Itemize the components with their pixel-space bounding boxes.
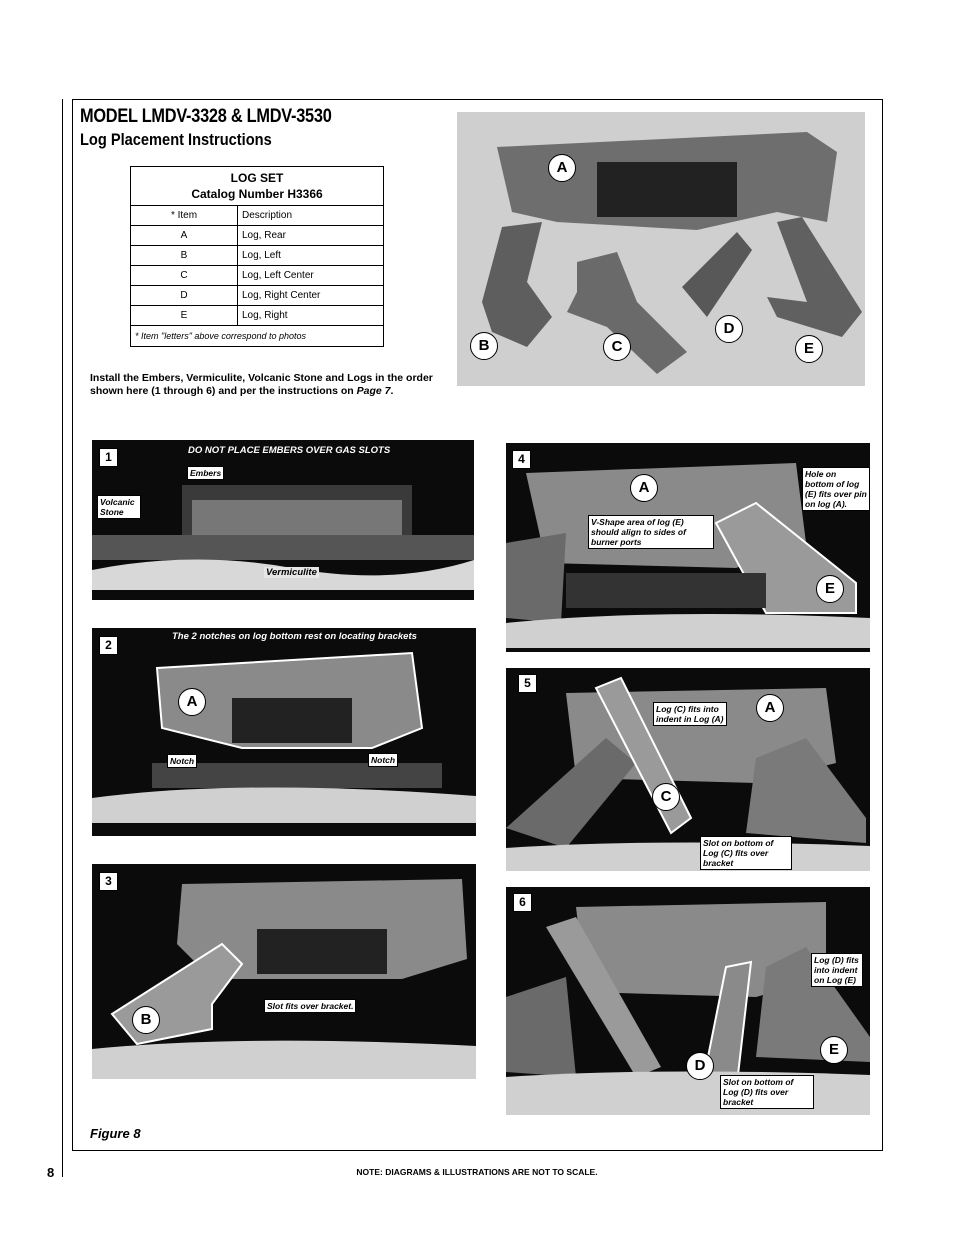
installation-instructions <box>90 372 450 398</box>
step-number-5: 5 <box>518 674 537 693</box>
step-1-caption: DO NOT PLACE EMBERS OVER GAS SLOTS <box>188 445 391 456</box>
column-header-item: * Item <box>131 206 238 226</box>
step-2-photo <box>92 628 476 836</box>
step-3-photo <box>92 864 476 1079</box>
step-3-illustration <box>92 864 476 1079</box>
step-6-photo <box>506 887 870 1115</box>
item-description: Log, Right <box>238 306 384 326</box>
item-description: Log, Left <box>238 246 384 266</box>
embers-label: Embers <box>187 466 224 480</box>
item-description: Log, Right Center <box>238 286 384 306</box>
indent-label: Log (C) fits into indent in Log (A) <box>653 702 727 726</box>
log-set-table <box>130 166 384 347</box>
item-letter: C <box>131 266 238 286</box>
page-number: 8 <box>47 1165 55 1180</box>
step-5-illustration <box>506 668 870 871</box>
catalog-number: Catalog Number H3366 <box>191 187 323 201</box>
step-6-illustration <box>506 887 870 1115</box>
letter-c-marker: C <box>603 333 631 361</box>
instructions-text: Install the Embers, Vermiculite, Volcanic Stone and Logs in the order shown here (1 through 6) and per the instructions on <box>90 372 433 397</box>
step-number-6: 6 <box>513 893 532 912</box>
page-subtitle: Log Placement Instructions <box>80 130 272 149</box>
step-2-illustration <box>92 628 476 836</box>
letter-e-marker: E <box>816 575 844 603</box>
letter-c-marker: C <box>652 783 680 811</box>
hole-pin-label: Hole on bottom of log (E) fits over pin on log (A). <box>802 467 870 511</box>
log-set-heading: LOG SET <box>230 171 284 185</box>
notch-right-label: Notch <box>368 753 398 767</box>
table-row <box>131 266 384 286</box>
item-letter: D <box>131 286 238 306</box>
item-description: Log, Left Center <box>238 266 384 286</box>
step-number-4: 4 <box>512 450 531 469</box>
letter-b-marker: B <box>470 332 498 360</box>
step-number-3: 3 <box>99 872 118 891</box>
instructions-end: . <box>390 385 394 397</box>
table-footnote: * Item "letters" above correspond to photos <box>131 326 384 347</box>
v-shape-label: V-Shape area of log (E) should align to sides of burner ports <box>588 515 714 549</box>
letter-e-marker: E <box>795 335 823 363</box>
table-row <box>131 286 384 306</box>
figure-caption: Figure 8 <box>90 1126 141 1141</box>
letter-a-marker: A <box>756 694 784 722</box>
step-5-photo <box>506 668 870 871</box>
step-number-2: 2 <box>99 636 118 655</box>
item-description: Log, Rear <box>238 226 384 246</box>
letter-a-marker: A <box>548 154 576 182</box>
letter-a-marker: A <box>630 474 658 502</box>
letter-a-marker: A <box>178 688 206 716</box>
slot-label: Slot on bottom of Log (D) fits over bracket <box>720 1075 814 1109</box>
indent-label: Log (D) fits into indent on Log (E) <box>811 953 863 987</box>
page-title: MODEL LMDV-3328 & LMDV-3530 <box>80 106 332 127</box>
footer-note: NOTE: DIAGRAMS & ILLUSTRATIONS ARE NOT TO SCALE. <box>356 1167 598 1177</box>
item-letter: B <box>131 246 238 266</box>
table-row <box>131 246 384 266</box>
item-letter: E <box>131 306 238 326</box>
slot-label: Slot on bottom of Log (C) fits over bracket <box>700 836 792 870</box>
letter-b-marker: B <box>132 1006 160 1034</box>
item-letter: A <box>131 226 238 246</box>
column-header-description: Description <box>238 206 384 226</box>
notch-left-label: Notch <box>167 754 197 768</box>
letter-d-marker: D <box>686 1052 714 1080</box>
vermiculite-label: Vermiculite <box>266 567 317 578</box>
log-set-photo <box>457 112 865 386</box>
volcanic-stone-label: Volcanic Stone <box>97 495 141 519</box>
letter-e-marker: E <box>820 1036 848 1064</box>
slot-label: Slot fits over bracket. <box>264 999 356 1013</box>
step-4-photo <box>506 443 870 652</box>
step-number-1: 1 <box>99 448 118 467</box>
table-row <box>131 306 384 326</box>
page-margin-line <box>62 99 63 1177</box>
step-2-caption: The 2 notches on log bottom rest on locating brackets <box>172 631 417 642</box>
step-1-photo <box>92 440 474 600</box>
letter-d-marker: D <box>715 315 743 343</box>
page-reference: Page 7 <box>356 385 391 397</box>
table-row <box>131 226 384 246</box>
